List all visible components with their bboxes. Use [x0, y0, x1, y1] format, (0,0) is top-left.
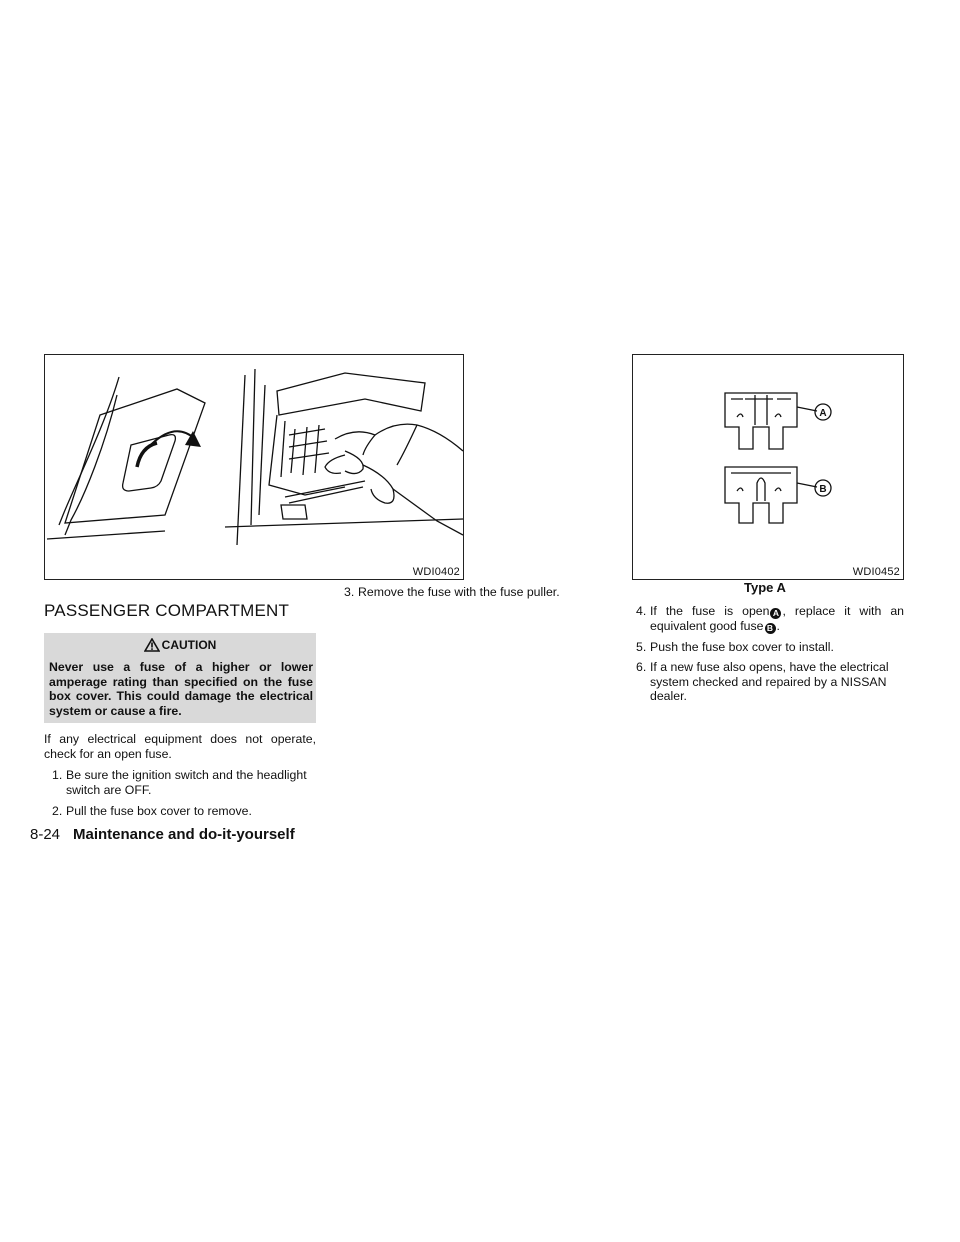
step-text	[650, 604, 904, 634]
step-1	[52, 768, 316, 798]
step-4-text-a: If the fuse is open	[650, 604, 770, 618]
fuse-type-a-illustration	[632, 354, 904, 580]
callout-b-icon: B	[765, 623, 776, 634]
callout-a-icon: A	[770, 608, 781, 619]
figure-caption: Type A	[744, 580, 786, 595]
step-text: Pull the fuse box cover to remove.	[66, 804, 252, 818]
step-text: Remove the fuse with the fuse puller.	[358, 585, 560, 599]
fuse-box-cover-illustration	[44, 354, 464, 580]
step-number: 4.	[636, 604, 647, 618]
caution-heading-text: CAUTION	[161, 638, 217, 652]
chapter-title: Maintenance and do-it-yourself	[73, 826, 295, 843]
fuse-box-cover-drawing	[45, 355, 463, 579]
step-number: 5.	[636, 640, 647, 654]
step-4-text-c: .	[776, 619, 780, 633]
figure-code-left: WDI0402	[412, 566, 460, 578]
page-number: 8-24	[30, 826, 61, 843]
step-4-text-b: , replace it with an equivalent good fuse	[650, 604, 904, 633]
fuse-a-label: A	[819, 408, 827, 419]
step-text: Be sure the ignition switch and the headlight switch are OFF.	[66, 768, 307, 797]
section-title: PASSENGER COMPARTMENT	[44, 601, 290, 620]
caution-text: Never use a fuse of a higher or lower amperage rating than specified on the fuse box cover. This could damage the electrical system or cause a fire.	[49, 660, 313, 718]
caution-heading	[44, 638, 316, 652]
fuse-drawing	[633, 355, 903, 579]
step-text: Push the fuse box cover to install.	[650, 640, 834, 654]
step-number: 6.	[636, 660, 647, 674]
step-number: 3.	[344, 585, 355, 599]
figure-code-right: WDI0452	[852, 566, 900, 578]
warning-icon	[144, 638, 160, 652]
fuse-b-label: B	[819, 484, 827, 495]
step-number: 2.	[52, 804, 63, 818]
step-4	[636, 604, 904, 634]
intro-paragraph: If any electrical equipment does not operate, check for an open fuse.	[44, 732, 316, 761]
caution-box	[44, 633, 316, 723]
step-text: If a new fuse also opens, have the electrical system checked and repaired by a NISSAN dealer.	[650, 660, 889, 703]
step-number: 1.	[52, 768, 63, 782]
